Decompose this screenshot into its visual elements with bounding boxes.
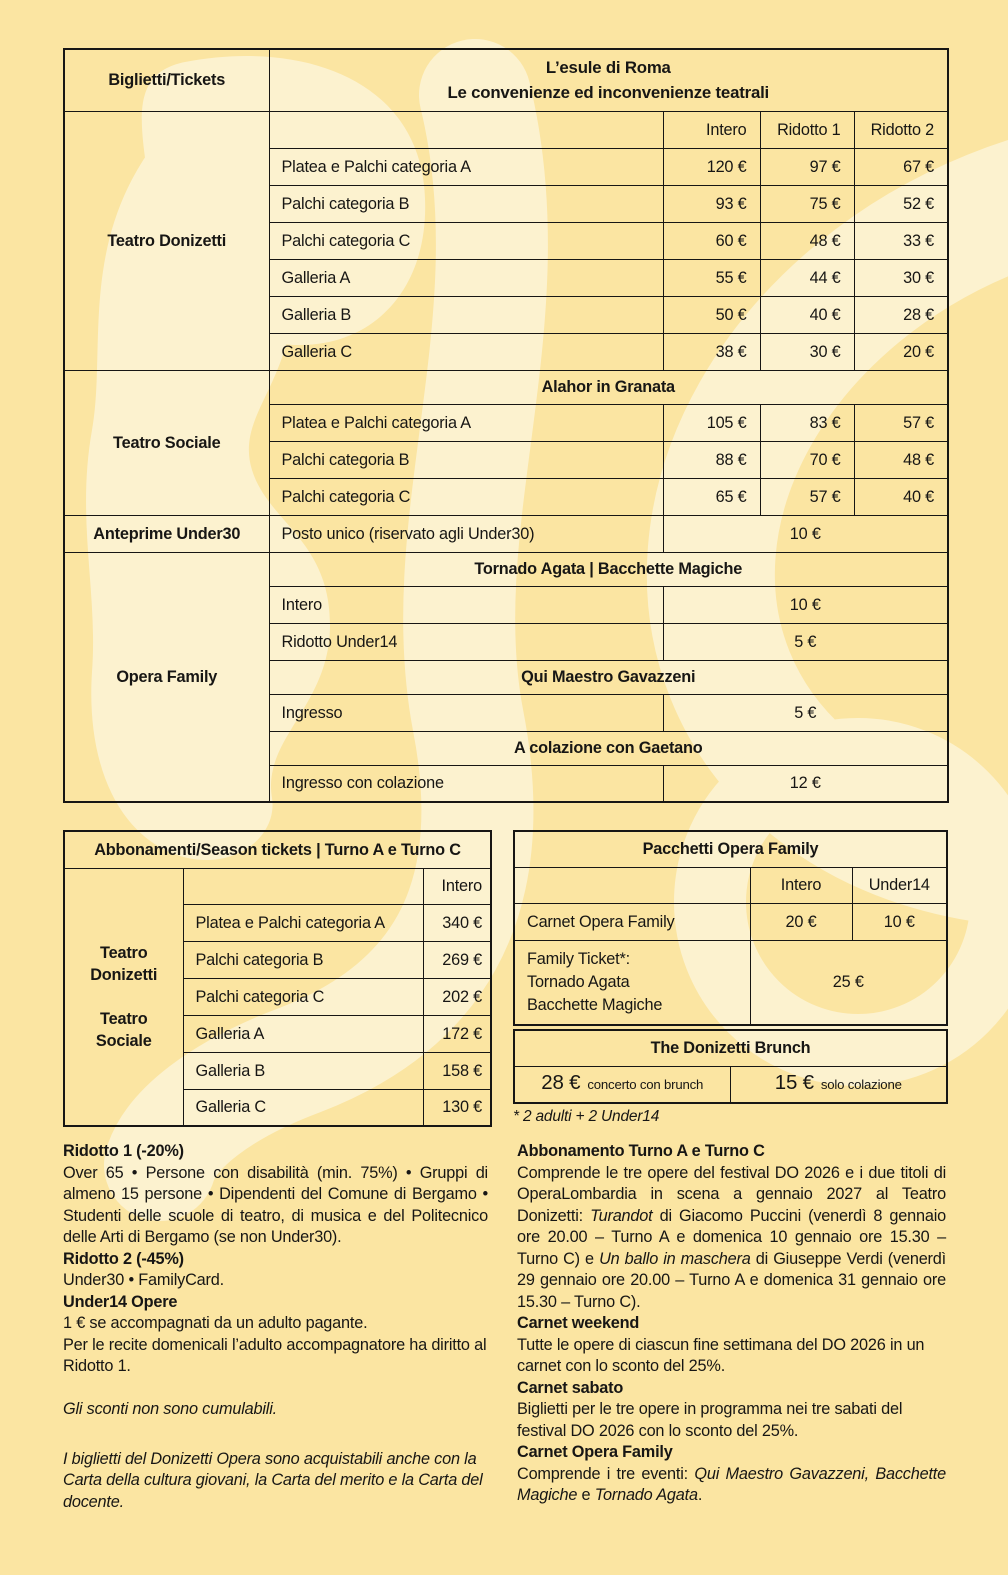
table-row xyxy=(64,552,948,586)
price-cell: 20 € xyxy=(750,903,852,940)
abbonamenti-table xyxy=(63,830,492,1127)
venue-label-sociale: Teatro Sociale xyxy=(64,370,269,515)
price-cell: 70 € xyxy=(760,441,854,478)
column-header-ridotto2: Ridotto 2 xyxy=(854,111,948,148)
abbonamenti-header: Abbonamenti/Season tickets | Turno A e Turno C xyxy=(64,831,491,868)
price-cell: 44 € xyxy=(760,259,854,296)
note-paragraph: Comprende le tre opere del festival DO 2026 e i due titoli di OperaLombardia in scena a gennaio 2027 al Teatro Donizetti: Turandot di Giacomo Puccini (venerdì 8 gennaio ore 20.00 – Turno A e domenica 10 gennaio ore 15.30 – Turno C) e Un ballo in maschera di Giuseppe Verdi (venerdì 29 gennaio ore 20.00 – Turno A e domenica 31 gennaio ore 15.30 – Turno C). xyxy=(517,1163,946,1311)
empty-cell xyxy=(514,867,750,903)
tickets-corner-label: Biglietti/Tickets xyxy=(64,49,269,111)
category-cell: Galleria C xyxy=(183,1089,423,1126)
price-cell: 20 € xyxy=(854,333,948,370)
price-cell: 269 € xyxy=(423,941,491,978)
price-cell: 50 € xyxy=(663,296,760,333)
table-row xyxy=(514,867,947,903)
notes-left-column xyxy=(63,1141,488,1513)
price-cell-merged: 10 € xyxy=(663,515,948,552)
category-cell: Palchi categoria B xyxy=(269,185,663,222)
note-heading-under14: Under14 Opere xyxy=(63,1292,178,1311)
price-cell: 88 € xyxy=(663,441,760,478)
category-cell: Intero xyxy=(269,586,663,623)
category-cell: Palchi categoria B xyxy=(183,941,423,978)
category-cell: Galleria A xyxy=(269,259,663,296)
price-cell: 33 € xyxy=(854,222,948,259)
price-cell-merged: 5 € xyxy=(663,623,948,660)
table-row xyxy=(514,831,947,867)
price-cell: 57 € xyxy=(760,478,854,515)
note-heading-carnet-sabato: Carnet sabato xyxy=(517,1378,624,1397)
price-cell: 48 € xyxy=(854,441,948,478)
table-row xyxy=(64,868,491,904)
category-cell: Ingresso xyxy=(269,694,663,731)
price-cell: 40 € xyxy=(760,296,854,333)
show-title-alahor: Alahor in Granata xyxy=(269,370,948,404)
column-header-ridotto1: Ridotto 1 xyxy=(760,111,854,148)
pacchetti-table xyxy=(513,830,948,1026)
note-paragraph: Tutte le opere di ciascun fine settimana del DO 2026 in un carnet con lo sconto del 25%. xyxy=(517,1335,925,1375)
brunch-price-label: concerto con brunch xyxy=(587,1077,704,1093)
category-cell: Platea e Palchi categoria A xyxy=(269,148,663,185)
price-cell: 57 € xyxy=(854,404,948,441)
note-heading-abbonamento: Abbonamento Turno A e Turno C xyxy=(517,1142,765,1160)
price-cell: 158 € xyxy=(423,1052,491,1089)
category-cell: Galleria B xyxy=(269,296,663,333)
price-cell-merged: 5 € xyxy=(663,694,948,731)
price-cell-merged: 10 € xyxy=(663,586,948,623)
pacchetti-header: Pacchetti Opera Family xyxy=(514,831,947,867)
notes-right-column xyxy=(517,1141,946,1507)
category-cell: Palchi categoria C xyxy=(269,478,663,515)
price-cell: 48 € xyxy=(760,222,854,259)
note-paragraph: Over 65 • Persone con disabilità (min. 75%) • Gruppi di almeno 15 persone • Dipendenti del Comune di Bergamo • Studenti delle scuole di teatro, di musica e del Politecnico delle Arti di Bergamo (se non Under30). xyxy=(63,1163,488,1246)
price-cell: 28 € xyxy=(854,296,948,333)
category-cell: Palchi categoria C xyxy=(183,978,423,1015)
empty-cell xyxy=(269,111,663,148)
price-cell: 30 € xyxy=(854,259,948,296)
note-heading-carnet-opera-family: Carnet Opera Family xyxy=(517,1443,673,1461)
note-heading-carnet-weekend: Carnet weekend xyxy=(517,1314,640,1332)
brunch-cell xyxy=(730,1066,947,1103)
table-row xyxy=(64,831,491,868)
price-cell: 130 € xyxy=(423,1089,491,1126)
price-cell: 67 € xyxy=(854,148,948,185)
brunch-price-label: solo colazione xyxy=(820,1077,902,1093)
table-row xyxy=(64,111,948,148)
family-ticket-cell: Family Ticket*: Tornado Agata Bacchette Magiche xyxy=(514,940,750,1025)
show-title-gavazzeni: Qui Maestro Gavazzeni xyxy=(269,660,948,694)
category-cell: Platea e Palchi categoria A xyxy=(269,404,663,441)
table-row xyxy=(514,1030,947,1066)
empty-cell xyxy=(183,868,423,904)
category-cell: Ingresso con colazione xyxy=(269,765,663,802)
category-cell: Carnet Opera Family xyxy=(514,903,750,940)
category-cell: Palchi categoria B xyxy=(269,441,663,478)
note-heading-ridotto1: Ridotto 1 (-20%) xyxy=(63,1142,184,1160)
category-cell: Galleria C xyxy=(269,333,663,370)
table-row xyxy=(514,940,947,1025)
price-cell: 10 € xyxy=(852,903,947,940)
brunch-cell xyxy=(514,1066,730,1103)
price-cell: 172 € xyxy=(423,1015,491,1052)
column-header-under14: Under14 xyxy=(852,867,947,903)
brunch-footnote: * 2 adulti + 2 Under14 xyxy=(513,1108,660,1125)
price-cell: 93 € xyxy=(663,185,760,222)
price-cell: 340 € xyxy=(423,904,491,941)
category-cell: Galleria B xyxy=(183,1052,423,1089)
price-cell: 38 € xyxy=(663,333,760,370)
column-header-intero: Intero xyxy=(750,867,852,903)
table-row xyxy=(514,1066,947,1103)
show-title-esule: L’esule di Roma Le convenienze ed inconvenienze teatrali xyxy=(269,49,948,111)
note-paragraph-sconti: Gli sconti non sono cumulabili. xyxy=(63,1400,277,1418)
show-title-tornado-bacchette: Tornado Agata | Bacchette Magiche xyxy=(269,552,948,586)
venues-label: Teatro Donizetti Teatro Sociale xyxy=(64,868,183,1126)
category-cell: Posto unico (riservato agli Under30) xyxy=(269,515,663,552)
category-cell: Ridotto Under14 xyxy=(269,623,663,660)
venue-label-donizetti: Teatro Donizetti xyxy=(64,111,269,370)
price-cell: 97 € xyxy=(760,148,854,185)
brunch-price: 15 € xyxy=(774,1071,814,1095)
price-cell-merged: 12 € xyxy=(663,765,948,802)
table-row xyxy=(514,903,947,940)
brunch-price: 28 € xyxy=(541,1071,581,1095)
table-row xyxy=(64,49,948,111)
brunch-header: The Donizetti Brunch xyxy=(514,1030,947,1066)
table-row xyxy=(64,515,948,552)
price-cell-merged: 25 € xyxy=(750,940,947,1025)
note-heading-ridotto2: Ridotto 2 (-45%) xyxy=(63,1249,184,1268)
note-paragraph: 1 € se accompagnati da un adulto pagante. Per le recite domenicali l’adulto accompagnatore ha diritto al Ridotto 1. xyxy=(63,1314,487,1375)
tickets-table xyxy=(63,48,949,803)
venue-label-anteprime: Anteprime Under30 xyxy=(64,515,269,552)
show-title-colazione-gaetano: A colazione con Gaetano xyxy=(269,731,948,765)
category-cell: Platea e Palchi categoria A xyxy=(183,904,423,941)
price-cell: 75 € xyxy=(760,185,854,222)
note-paragraph-carta: I biglietti del Donizetti Opera sono acquistabili anche con la Carta della cultura giovani, la Carta del merito e la Carta del docente. xyxy=(63,1449,483,1511)
category-cell: Galleria A xyxy=(183,1015,423,1052)
column-header-intero: Intero xyxy=(423,868,491,904)
price-cell: 65 € xyxy=(663,478,760,515)
price-cell: 60 € xyxy=(663,222,760,259)
column-header-intero: Intero xyxy=(663,111,760,148)
price-cell: 105 € xyxy=(663,404,760,441)
venue-label-opera-family: Opera Family xyxy=(64,552,269,802)
price-cell: 202 € xyxy=(423,978,491,1015)
price-cell: 83 € xyxy=(760,404,854,441)
price-cell: 52 € xyxy=(854,185,948,222)
note-paragraph: Under30 • FamilyCard. xyxy=(63,1271,224,1289)
price-cell: 40 € xyxy=(854,478,948,515)
note-paragraph: Biglietti per le tre opere in programma nei tre sabati del festival DO 2026 con lo sconto del 25%. xyxy=(517,1400,903,1440)
brunch-table xyxy=(513,1029,948,1104)
category-cell: Palchi categoria C xyxy=(269,222,663,259)
price-cell: 120 € xyxy=(663,148,760,185)
price-cell: 30 € xyxy=(760,333,854,370)
table-row xyxy=(64,370,948,404)
price-cell: 55 € xyxy=(663,259,760,296)
note-paragraph: Comprende i tre eventi: Qui Maestro Gavazzeni, Bacchette Magiche e Tornado Agata. xyxy=(517,1464,946,1504)
